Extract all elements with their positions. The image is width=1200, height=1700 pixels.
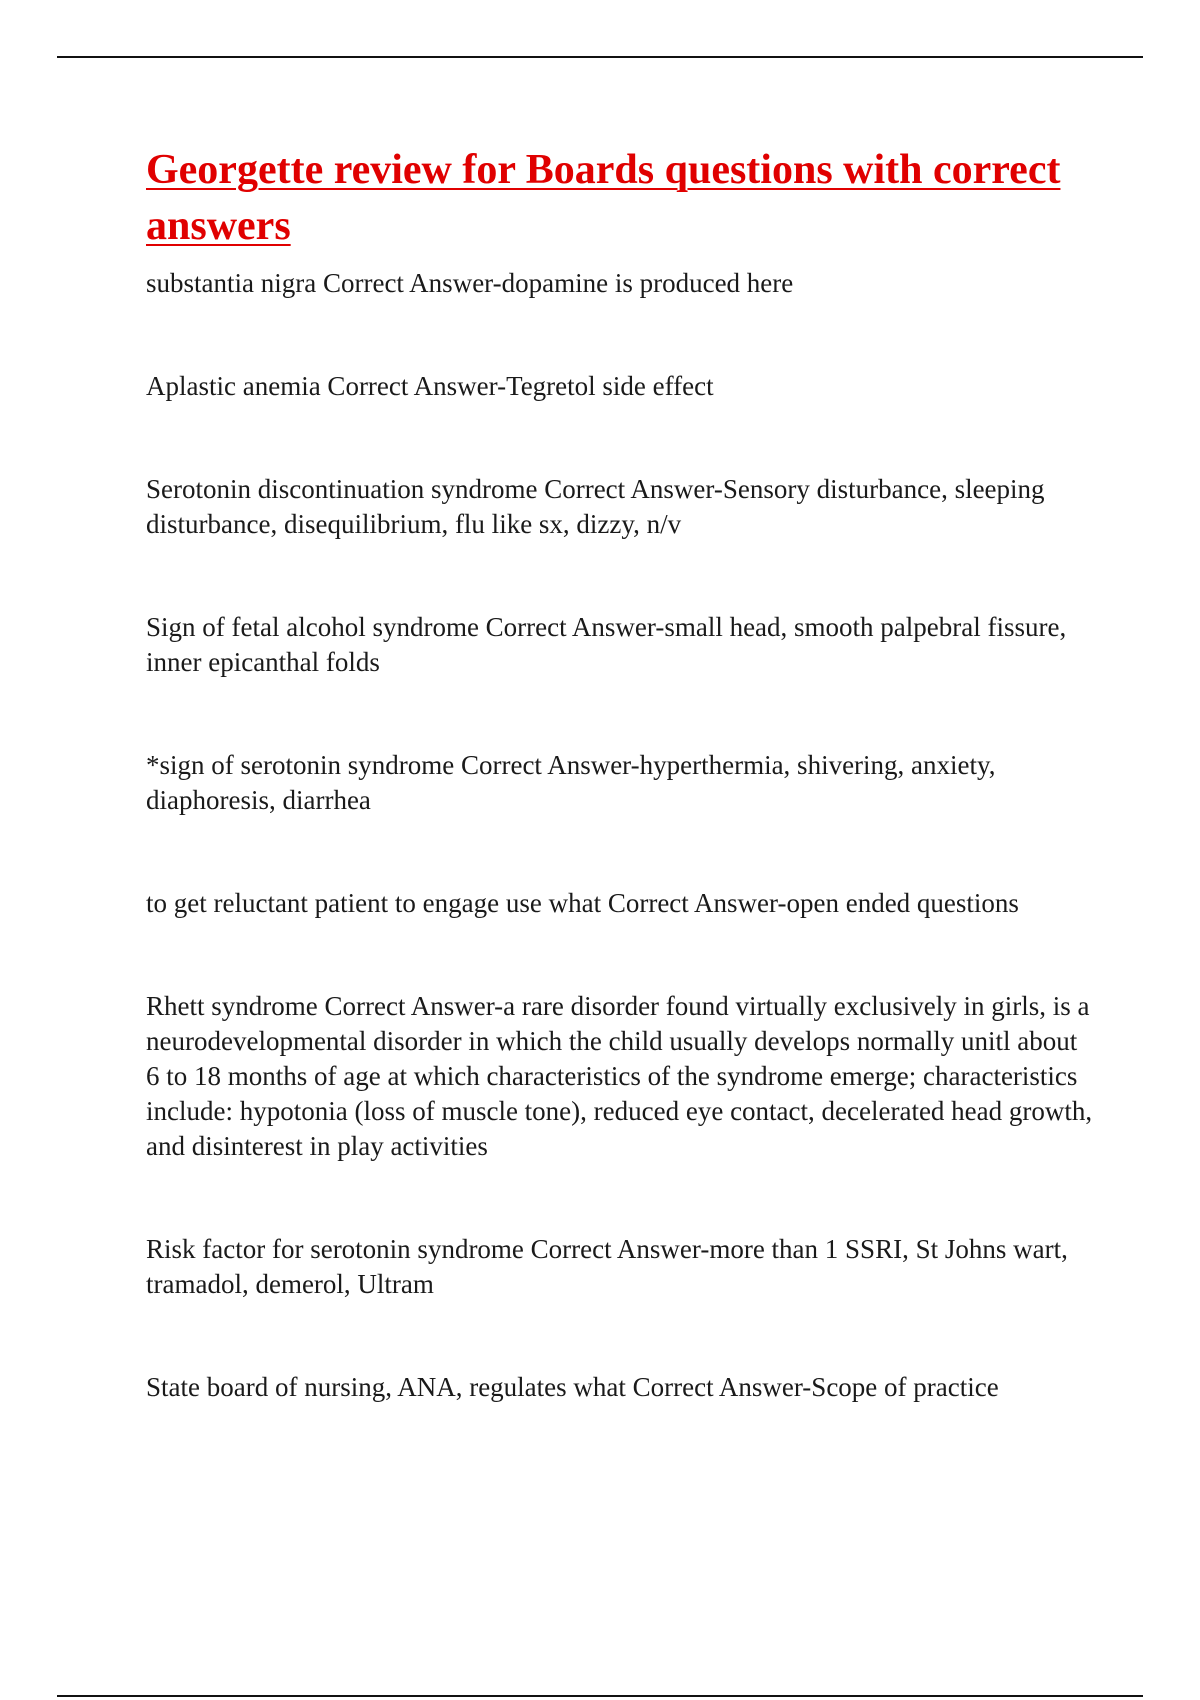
bottom-rule [57, 1695, 1143, 1697]
qa-item: Serotonin discontinuation syndrome Correct Answer-Sensory disturbance, sleeping disturbance, disequilibrium, flu like sx, dizzy, n/v [146, 474, 1045, 539]
qa-list [146, 266, 1096, 1405]
qa-item: Aplastic anemia Correct Answer-Tegretol side effect [146, 371, 714, 401]
qa-item: substantia nigra Correct Answer-dopamine is produced here [146, 268, 794, 298]
document-body [146, 142, 1096, 1405]
top-rule [57, 56, 1143, 58]
qa-item: *sign of serotonin syndrome Correct Answer-hyperthermia, shivering, anxiety, diaphoresis, diarrhea [146, 750, 996, 815]
qa-item: Risk factor for serotonin syndrome Correct Answer-more than 1 SSRI, St Johns wart, tramadol, demerol, Ultram [146, 1234, 1068, 1299]
qa-item: State board of nursing, ANA, regulates what Correct Answer-Scope of practice [146, 1372, 999, 1402]
document-title: Georgette review for Boards questions with correct answers [146, 147, 1061, 249]
qa-item: to get reluctant patient to engage use what Correct Answer-open ended questions [146, 888, 1019, 918]
qa-item: Sign of fetal alcohol syndrome Correct Answer-small head, smooth palpebral fissure, inner epicanthal folds [146, 612, 1067, 677]
qa-item: Rhett syndrome Correct Answer-a rare disorder found virtually exclusively in girls, is a neurodevelopmental disorder in which the child usually develops normally unitl about 6 to 18 months of age at which characteristics of the syndrome emerge; characteristics include: hypotonia (loss of muscle tone), reduced eye contact, decelerated head growth, and disinterest in play activities [146, 991, 1093, 1161]
